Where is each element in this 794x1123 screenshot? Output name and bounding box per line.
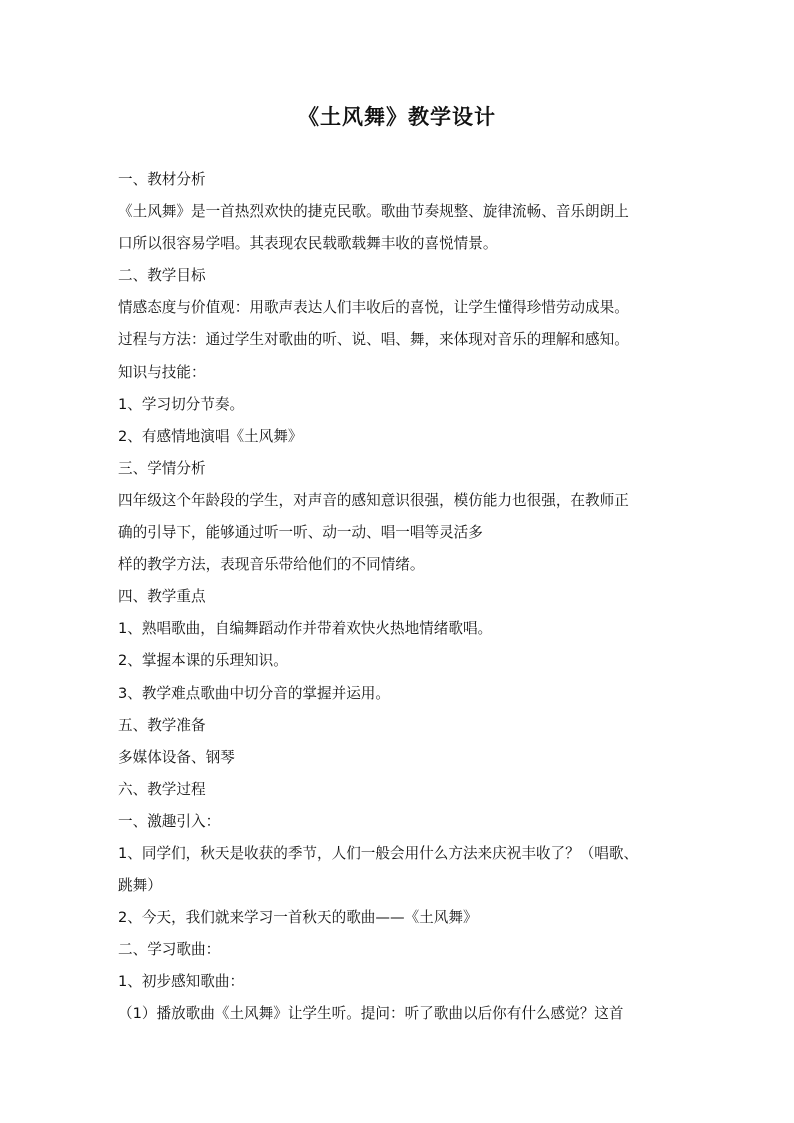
section-heading: 六、教学过程 (118, 780, 206, 798)
list-item: 2、有感情地演唱《土风舞》 (118, 427, 303, 445)
list-item: 1、熟唱歌曲，自编舞蹈动作并带着欢快火热地情绪歌唱。 (118, 620, 493, 638)
list-item: 1、初步感知歌曲： (118, 973, 245, 991)
list-item: 2、掌握本课的乐理知识。 (118, 652, 288, 670)
paragraph-line: 确的引导下，能够通过听一听、动一动、唱一唱等灵活多 (118, 524, 483, 542)
paragraph-line: 知识与技能： (118, 363, 206, 381)
paragraph-line: 《土风舞》是一首热烈欢快的捷克民歌。歌曲节奏规整、旋律流畅、音乐朗朗上 (118, 203, 629, 221)
section-heading: 二、教学目标 (118, 267, 206, 285)
list-item: （1）播放歌曲《土风舞》让学生听。提问：听了歌曲以后你有什么感觉？这首 (118, 1005, 624, 1023)
section-heading: 三、学情分析 (118, 459, 206, 477)
paragraph-line: 跳舞） (118, 877, 162, 895)
list-item: 1、学习切分节奏。 (118, 395, 245, 413)
list-item: 1、同学们，秋天是收获的季节，人们一般会用什么方法来庆祝丰收了？（唱歌、 (118, 844, 639, 862)
document-body (118, 164, 688, 1031)
subsection-heading: 一、激趣引入： (118, 812, 221, 830)
list-item: 3、教学难点歌曲中切分音的掌握并运用。 (118, 684, 390, 702)
section-heading: 五、教学准备 (118, 716, 206, 734)
paragraph-line: 过程与方法：通过学生对歌曲的听、说、唱、舞，来体现对音乐的理解和感知。 (118, 331, 629, 349)
paragraph-line: 情感态度与价值观：用歌声表达人们丰收后的喜悦，让学生懂得珍惜劳动成果。 (118, 299, 629, 317)
paragraph-line: 四年级这个年龄段的学生，对声音的感知意识很强，模仿能力也很强，在教师正 (118, 491, 629, 509)
section-heading: 四、教学重点 (118, 588, 206, 606)
subsection-heading: 二、学习歌曲： (118, 941, 221, 959)
document-title: 《土风舞》教学设计 (298, 104, 496, 129)
paragraph-line: 口所以很容易学唱。其表现农民载歌载舞丰收的喜悦情景。 (118, 235, 498, 253)
paragraph-line: 样的教学方法，表现音乐带给他们的不同情绪。 (118, 556, 425, 574)
list-item: 2、今天，我们就来学习一首秋天的歌曲——《土风舞》 (118, 909, 478, 927)
paragraph-line: 多媒体设备、钢琴 (118, 748, 235, 766)
section-heading: 一、教材分析 (118, 171, 206, 188)
